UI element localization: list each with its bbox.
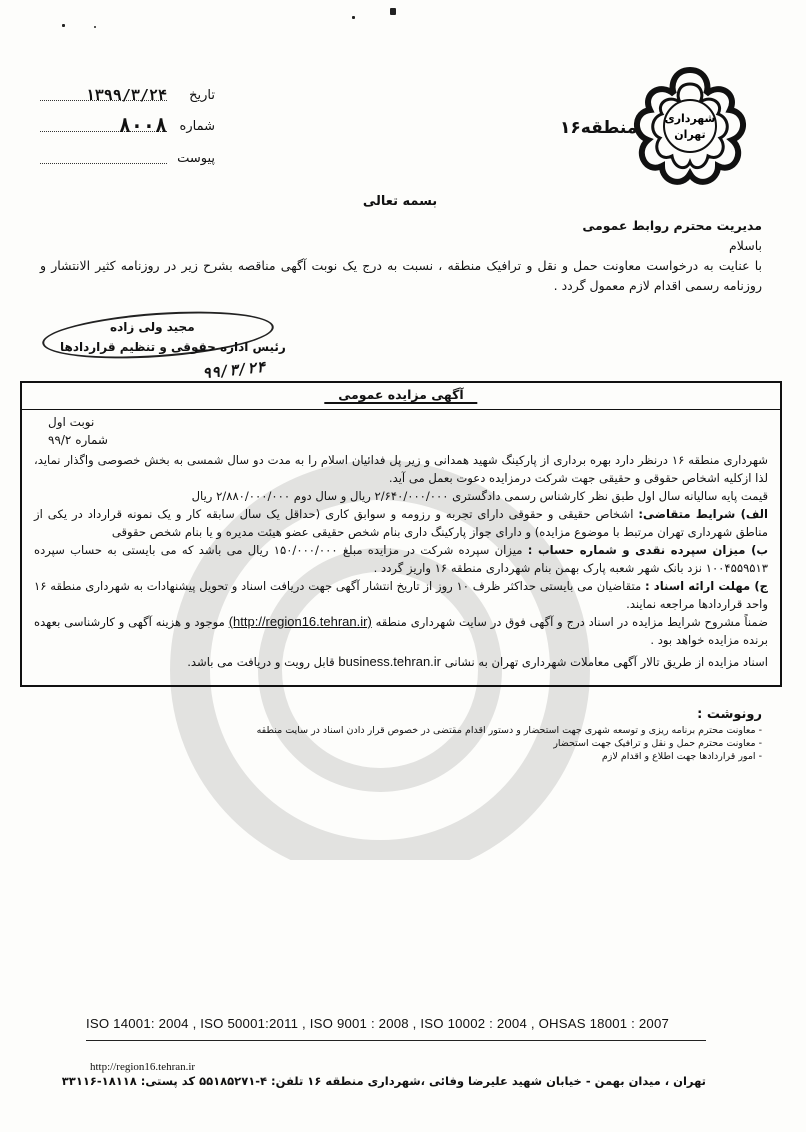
signatory-name: مجید ولی زاده <box>110 320 195 334</box>
deadline-label: ج) مهلت ارائه اسناد : <box>645 579 769 593</box>
tehran-municipality-emblem-icon <box>628 64 752 188</box>
scan-speck <box>62 24 65 27</box>
notice-documents: اسناد مزایده از طریق تالار آگهی معاملات شهرداری تهران به نشانی business.tehran.ir قابل رویت و دریافت می باشد. <box>187 654 768 669</box>
list-item: - معاونت محترم حمل و نقل و ترافیک جهت استحضار <box>257 737 762 750</box>
number-label: شماره <box>179 119 215 134</box>
list-item: - معاونت محترم برنامه ریزی و توسعه شهری جهت استحضار و دستور اقدام مقتضی در خصوص قرار دادن اسناد در سایت منطقه <box>257 724 762 737</box>
footer-address: تهران ، میدان بهمن - خیابان شهید علیرضا وفائی ،شهرداری منطقه ۱۶ تلفن: ۴-۵۵۱۸۵۲۷۱ کد پستی: ۱۸۱۱۸-۳۳۱۱۶ <box>61 1074 706 1088</box>
attachment-row <box>40 149 215 171</box>
region-title: منطقه۱۶ <box>560 118 638 138</box>
deposit-label: ب) میزان سپرده نقدی و شماره حساب : <box>527 543 769 557</box>
scan-speck <box>94 26 96 28</box>
notice-turn: نوبت اول <box>48 415 95 429</box>
addressee: مدیریت محترم روابط عمومی <box>582 218 762 233</box>
date-row <box>40 86 215 108</box>
logo-text-top: شهرداری <box>664 112 716 125</box>
signature-scribble <box>41 305 276 365</box>
notice-deadline <box>34 577 768 613</box>
notice-base-price: قیمت پایه سالیانه سال اول طبق نظر کارشناس رسمی دادگستری ۲/۶۴۰/۰۰۰/۰۰۰ ریال و سال دوم ۲/۸۸۰/۰۰۰/۰۰۰ ریال <box>191 489 768 503</box>
deadline-text: متقاضیان می بایستی حداکثر ظرف ۱۰ روز از تاریخ انتشار آگهی جهت دریافت اسناد و تحویل پیشنهادات به شهرداری منطقه ۱۶ واحد قراردادها مراجعه نمایند. <box>34 579 768 611</box>
copies-title: رونوشت : <box>697 707 762 722</box>
basmala: بسمه تعالی <box>362 194 438 209</box>
scan-speck <box>352 16 355 19</box>
business-website-link[interactable]: business.tehran.ir <box>338 654 442 669</box>
signature-date: ۹۹/۳/۲۴ <box>201 357 266 383</box>
notice-conditions <box>34 505 768 541</box>
logo-text-bottom: تهران <box>674 128 706 141</box>
list-item: - امور قراردادها جهت اطلاع و اقدام لازم <box>257 750 762 763</box>
notice-deposit <box>34 541 768 577</box>
number-value: ۸۰۰۸ <box>118 113 167 137</box>
region-website-link[interactable]: (http://region16.tehran.ir) <box>228 614 372 629</box>
municipality-logo <box>628 64 752 188</box>
scan-speck <box>390 8 396 15</box>
conditions-text: اشخاص حقیقی و حقوقی دارای تجربه و رزومه و سوابق کاری (حداقل یک سال سابقه کار و یک نمونه قرارداد در یکی از مناطق شهرداری تهران مرتبط با موضوع مزایده) و دارای جواز پارکینگ داری بنام شخص حقیقی عضو هیئت مدیره و یا بنام شخص حقوقی <box>34 507 768 539</box>
signatory-title: رئیس اداره حقوقی و تنظیم قراردادها <box>60 340 286 354</box>
attachment-label: پیوست <box>177 151 215 166</box>
conditions-label: الف) شرایط متقاضی: <box>638 507 769 521</box>
number-row <box>40 113 215 139</box>
notice-intro: شهرداری منطقه ۱۶ درنظر دارد بهره برداری از پارکینگ شهید همدانی و زیر پل فدائیان اسلام را به مدت دو سال شمسی به بخش خصوصی واگذار نماید، لذا ازکلیه اشخاص حقوقی و حقیقی جهت شرکت درمزایده دعوت بعمل می آید. <box>34 453 768 485</box>
date-label: تاریخ <box>189 88 215 103</box>
tender-notice-box <box>20 381 782 687</box>
greeting: باسلام <box>729 238 762 253</box>
date-value: ۱۳۹۹/۳/۲۴ <box>85 86 167 104</box>
notice-number: شماره ۹۹/۲ <box>48 433 108 447</box>
notice-title: آگهی مزایده عمومی <box>324 387 477 404</box>
copies-list <box>257 724 762 763</box>
iso-certifications: ISO 14001: 2004 , ISO 50001:2011 , ISO 9001 : 2008 , ISO 10002 : 2004 , OHSAS 18001 : 2007 <box>86 1016 670 1031</box>
footer-url[interactable]: http://region16.tehran.ir <box>90 1061 196 1073</box>
letter-body: با عنایت به درخواست معاونت حمل و نقل و ترافیک منطقه ، نسبت به درج یک نوبت آگهی مناقصه بشرح زیر در روزنامه کثیر الانتشار و روزنامه رسمی اقدام لازم معمول گردد . <box>40 258 762 293</box>
notice-details: ضمناً مشروح شرایط مزایده در اسناد درج و آگهی فوق در سایت شهرداری منطقه (http://region16.tehran.ir) موجود و هزینه آگهی و کارشناسی بعهده برنده مزایده خواهد بود . <box>34 614 768 647</box>
deposit-text: میزان سپرده شرکت در مزایده مبلغ ۱۵۰/۰۰۰/۰۰۰ ریال می باشد که می بایستی به حساب سپرده ۱۰۰۴۵۵۹۵۱۳ نزد بانک شهر شعبه پارک بهمن بنام شهرداری منطقه ۱۶ واریز گردد . <box>34 543 768 575</box>
